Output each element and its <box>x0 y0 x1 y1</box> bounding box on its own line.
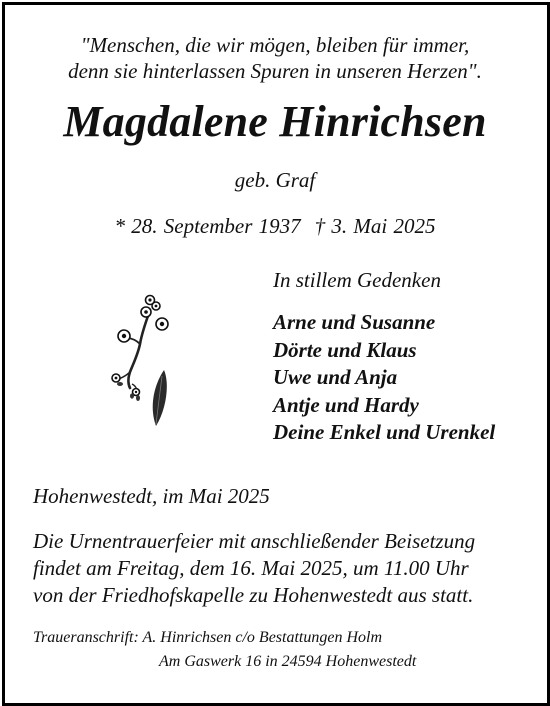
mourning-heading: In stillem Gedenken <box>273 268 441 292</box>
mourner-name: Uwe und Anja <box>273 365 398 389</box>
birth-date: * 28. September 1937 <box>114 214 301 238</box>
deceased-name: Magdalene Hinrichsen <box>63 97 487 146</box>
funeral-details <box>33 528 475 609</box>
mourning-address <box>33 626 416 674</box>
mourner-list <box>273 309 495 447</box>
mourner-name: Antje und Hardy <box>273 392 419 417</box>
memorial-quote <box>0 32 550 84</box>
forget-me-not-icon <box>106 292 176 430</box>
place-and-date: Hohenwestedt, im Mai 2025 <box>33 484 270 508</box>
quote-line-2: denn sie hinterlassen Spuren in unseren Herzen". <box>68 59 482 83</box>
funeral-line-1: Die Urnentrauerfeier mit anschließender Beisetzung <box>33 529 476 553</box>
mourner-name: Deine Enkel und Urenkel <box>273 420 496 444</box>
birth-name: geb. Graf <box>234 168 316 192</box>
mourner-name: Arne und Susanne <box>273 310 436 334</box>
address-line-2: Am Gaswerk 16 in 24594 Hohenwestedt <box>159 653 417 670</box>
mourner-name: Dörte und Klaus <box>273 337 417 362</box>
address-line-1: Traueranschrift: A. Hinrichsen c/o Bestattungen Holm <box>33 629 383 646</box>
funeral-line-2: findet am Freitag, dem 16. Mai 2025, um 11.00 Uhr <box>33 556 469 580</box>
quote-line-1: "Menschen, die wir mögen, bleiben für immer, <box>80 33 470 57</box>
death-date: † 3. Mai 2025 <box>314 214 436 238</box>
life-dates <box>0 214 550 239</box>
funeral-line-3: von der Friedhofskapelle zu Hohenwestedt aus statt. <box>33 583 474 607</box>
